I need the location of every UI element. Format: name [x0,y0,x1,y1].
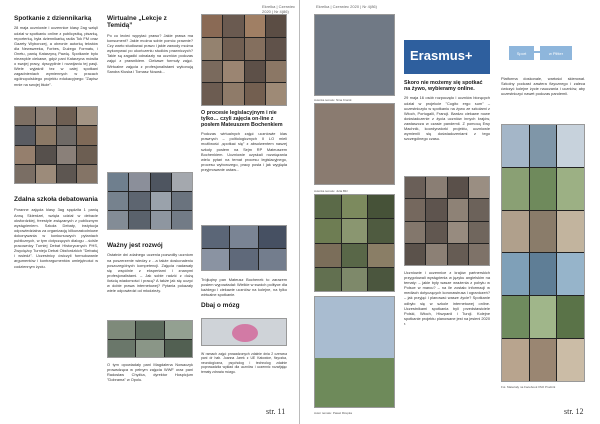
photo-portrait-1 [314,14,395,96]
photo-landscape [314,296,395,408]
article-title: Ważny jest rozwój [107,242,163,249]
page-number: str. 12 [564,407,584,416]
article-body: 29 maja 16 osób rozpoczęło i uczniów biorących udział w projekcie "Cogito ergo sum" – uczestniczyło w spotkaniu na żywo ze szkołami z Włoch, Portugalii, Francji. Bardzo ciekawe nowe doświadczenie z życia uczniów innych krajów, zawłaszcza w czasie pandemii. Z pomocą Ewy Machnik, koordynatorki projektu, uczniowie wymienili się doświadczeniami z tego szczególnego czasu. [404,95,490,142]
column-1 [14,14,98,87]
article-body: Platforma doskonale, wartości skierował. Szkolny podcast zawiera fizycznego i zaleca ćwiczyć kolejne życie nauczania i uczniów, aby uczestniczyć nawet podczas pandemii. [501,76,585,97]
column-2c [107,362,193,382]
article-body: Ostatnie dni zdalnego uczenia pozwoliły uczniom na poszerzenie wiedzy z ...a także doskonaleniu poszczególnych kompetencji. Zajęcia nadawały się wspólnie z ekspertami i znanymi profesjonalistami. – Jak sobie radzić z dużą ilością wiadomości i pracą? A także jak się uczyć w dobie prawa internetowej? Pytania pokazały wiele odpowiedzi od młodzieży. [107,252,193,294]
article-title: Skoro nie możemy się spotkać na żywo, wybieramy online. [404,80,483,93]
caption: Autor tematu: Paweł Rzepka [314,411,353,415]
photo-nature-grid [314,194,395,292]
article-body: Poranne zajęcia klasy 3ag spędziła 1 panią Anną Skierdzel, wzięła udział w debacie oksfordzkiej, freestyle związanych z publicznym wystąpieniem. Szkoła Debaty, instytucja odpowiedzialna za organizację kilkunastodniowe dokonywania w konkursowych pytaniach publicznych, w tym dotyczących dialogu ...ściśle pracownicy Turniej Debat Historycznych PHS, Zwyciężcy Turnieju Debat Oksfordzkich "Debatuj i wsiedź". Uczestnicy ćwiczyli formułowanie argumentów i kontrargumentów umiejętności w codziennym życiu. [14,207,98,269]
article-title: Spotkanie z dziennikarką [14,15,92,22]
erasmus-logo: Erasmus+ [404,40,490,74]
article-body: W ramach zajęć prowadzonych zdalnie dnia 2 czerwca pani dr hab. Joanna Jarek z UE Katowice, fizyczka, neurologiczna, psycholog i technolog zdalnie poprowadziła wykład dla uczniów i uczennic rozwijając tematy zdrowia mózgu. [201,352,287,374]
column-3c [201,352,287,374]
column-2 [107,14,193,74]
photo-video-call [14,106,98,184]
page-header: Ekrelka | Czerwiec 2020 | Nr 4(86) [262,4,296,14]
article-title: Zdalna szkoła debatowania [14,196,98,203]
column-2b [107,242,193,293]
photo-lecture [107,320,193,358]
article-body: Uczniowie i uczennice z krajów partnerskich przygotowali wystąpienia w języku angielskim na tematy: – jakie były wasze wrażenia z pobytu w Polsce w marcu? – na ile zostało informacji w mediach dotyczących koronawirusa i ograniczeń? – jak przyjąć i planować wasze życie? Spotkanie odbyło się w szkole internetowej online. Uczestnikami spotkania byli przedstawiciele Polski, Włoch, Hiszpanii i Turcji. Kolejne spotkanie projektu planowane jest na jesieni 2020 r. [404,270,490,326]
column-1b [14,196,98,269]
caption: Fot. Materiały na Facebook IISO Prudnik [501,385,556,389]
column-3 [201,110,287,172]
article-body: O tym opowiadały pani Magdalena Nowaczyk prowadząca w pełnym zajęcia WWF oraz pani Radosław Chyżka, dyrektor Hospicjum "Dobrama" w Opolu. [107,362,193,383]
article-title: Dbaj o mózg [201,302,240,310]
article-body: Po co lecieć wypytać prawo? Jakie prawa ma konsument? Jakie można sobie pomóc prawnie? Czy warto studiować prawo i jakie zawody można wykonywać po ukończeniu studiów prawniczych? Takie są zagadki odnalazły na uczniów podczas zajęć z prawnikiem. Ciekawe formuły zajęć. Wirtualne zajęcia z profesjonalistami wykonują Sandra Kluska i Tomasz Nowak... [107,32,193,74]
article-title: Wirtualne „Lekcje z Temidą” [107,15,167,30]
article-body: Podczas wirtualnych zajęć uczniowie klas prawnych – politologicznych II LO mieli możliwość „spotkać się” z absolwentem naszej szkoły posłem na Sejm RP Mateuszem Bochenkiem. Uczniowie uzyskali rozwiązania wielu pytań na temat procesu legislacyjnego, procesu wyborczego, pracy posła i jak wygląda przyjmowanie ustaw... [201,131,287,172]
page-number: str. 11 [266,407,286,416]
photo-online-lesson [107,172,193,230]
column-3b [201,277,287,313]
photo-brain [201,318,287,346]
page-header: Ekrelka | Czerwiec 2020 | Nr 4(86) [316,4,377,9]
caption: Autorka tematu: Julia Bliz [314,189,348,193]
article-body: 28 maja uczniowie i uczennice klasy 2ag wzięli udział w spotkaniu online z publicystką, pisarką, reporterką, była dziennikarką radia Tok FM oraz Gazety Wyborczej, a obecnie autorką tekstów dla Newsweeka, Forbes, Dużego Formatu, i Onetu, panią Katarzyną Pawlą. Spotkanie było niezwykle ciekawe, gdyż pani Katarzyna mówiła o swojej pracy, dyscyplinie i rozwijaniu tej pasji. Wiele wyjaśnił tez w całej spotkani zagadnieniach wymiennych w pracach ogólnopolskiego projektu edukacyjnego "Zapisz mnie na swojej liście". [14,25,98,87]
column-erasmus [404,80,490,141]
column-sport [501,76,585,96]
photo-portrait-2 [314,103,395,185]
column-erasmus-b [404,270,490,326]
article-body: Trójkątny pan Mateusz Bochenek to zarazem posłem wypowiadał: Wielkie w swoich polityce dla każdego i ciekawie uczniów na kolejne, na tylko wirtualne spotkanie. [201,277,287,298]
photo-video-call-grid [201,14,287,106]
caption: Autorka tematu: Nina Kranik [314,98,352,102]
article-title: O procesie legislacyjnym i nie tylko… czyli zajęcia on-line z posłem Mateuszem Bochenkiem [201,110,283,129]
fit-tag: w Plitter [540,46,572,60]
photo-sport-collage [501,124,585,382]
sport-tag: Sport [509,46,534,60]
photo-erasmus-call [404,176,490,266]
photo-meeting [201,225,287,271]
